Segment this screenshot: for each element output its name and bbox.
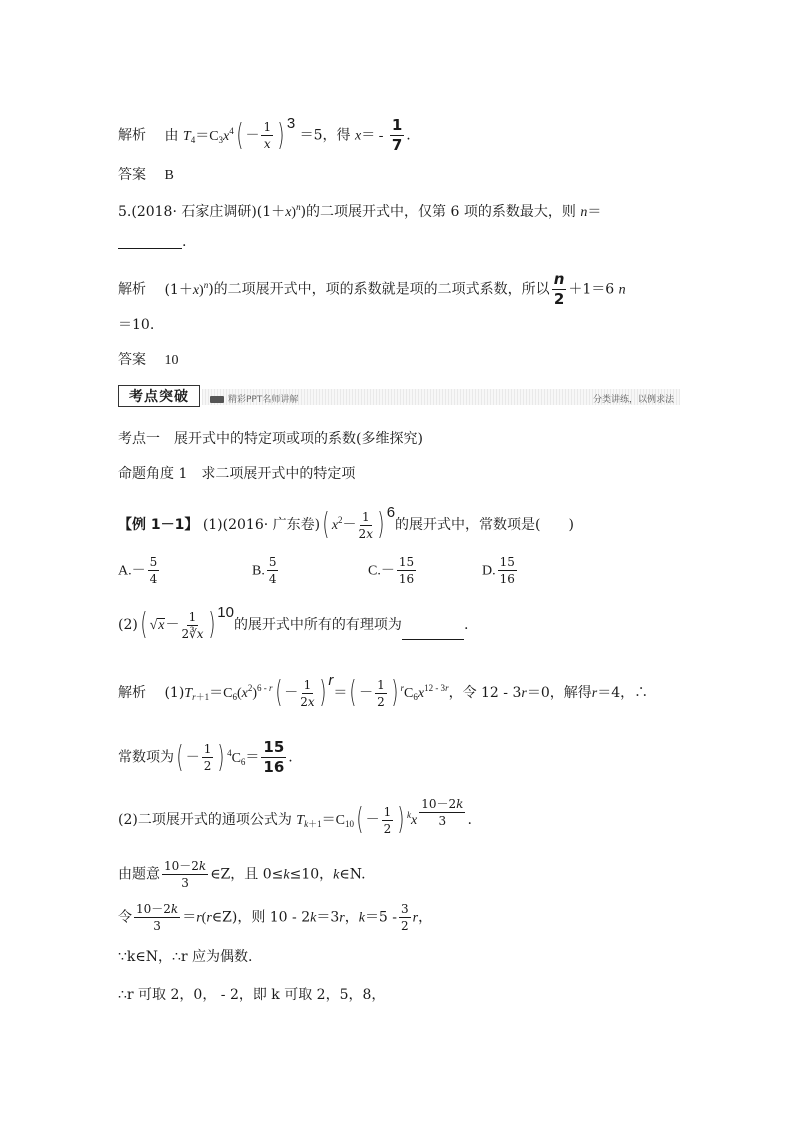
sqrt-x: √x－ <box>149 618 180 633</box>
banner-tag-wrap <box>210 392 298 405</box>
general-term-line: (2)二项展开式的通项公式为 $T_{k+1}=C_{10}$( － $\frac{1}{2}$ ) $^k$x $\frac{10-2k}{3}$ . <box>118 796 472 837</box>
left-paren-icon: ( <box>322 507 330 542</box>
answer-q4-line <box>118 168 174 183</box>
cond2-text3: ∈Z)，则 10 - 2 <box>211 909 311 926</box>
q5-text3: ＝ <box>587 204 602 220</box>
example-label: 【例 1－1】 <box>118 517 199 533</box>
sol5-text1: (1＋ <box>164 281 193 298</box>
right-paren-icon: ) <box>207 607 215 642</box>
section-banner <box>118 385 680 407</box>
pointing-hand-icon <box>210 396 224 403</box>
option-fraction: $\frac{5}{4}$ <box>149 555 158 586</box>
banner-tag: 精彩PPT名师讲解 <box>228 395 299 405</box>
example-text2: 的展开式中，常数项是( ) <box>395 517 574 533</box>
cond2-text6: ＝5 - <box>364 909 398 926</box>
condition-2-line: 令 $\frac{10-2k}{3}$ ＝r(r∈Z)，则 10 - 2k＝3r，k＝5 - $\frac{3}{2}$ r， <box>118 902 433 933</box>
fraction-n-over-2: $\frac{n}{2}$ <box>553 270 565 308</box>
fraction-10-2k-over-3: $\frac{10-2k}{3}$ <box>164 859 207 890</box>
jiaodu-heading: 命题角度 1 求二项展开式中的特定项 <box>118 466 356 482</box>
q2-prefix: (2) <box>118 617 138 633</box>
left-paren-icon: ( <box>236 117 244 153</box>
example-text1: (1)(2016· 广东卷) <box>202 517 321 533</box>
fraction-1-over-x: $\frac{1}{x}$ <box>263 120 272 151</box>
option-fraction: $\frac{15}{16}$ <box>398 555 415 586</box>
cond2-text1: 令 <box>118 909 132 926</box>
condition-3-line: ∵k∈N，∴r 应为偶数. <box>118 949 253 965</box>
cond1-text1: 由题意 <box>118 866 160 883</box>
banner-right-text: 分类讲练，以例求法 <box>592 395 674 405</box>
example-1-1-line: 【例 1－1】 (1)(2016· 广东卷)( $x^2-$ $\frac{1}{2x}$ ) 6的展开式中，常数项是( ) <box>118 504 574 542</box>
question-5-blank: . <box>118 234 186 249</box>
answer-value: B <box>164 168 174 183</box>
condition-1-line: 由题意 $\frac{10-2k}{3}$ ∈Z，且 0≤k≤10，k∈N. <box>118 859 366 890</box>
option-letter: D. <box>482 563 496 579</box>
solution-6-line: 解析 $(1)T_{r+1}=C_6(x^2)^{6 - r}$( － $\frac{1}{2x}$ ) r＝( － $\frac{1}{2}$ ) $^rC_6x^{12 - 3r}$，令 12 - 3r＝0，解得r＝4，∴ <box>118 672 649 710</box>
kaodian-heading: 考点一 展开式中的特定项或项的系数(多维探究) <box>118 431 423 447</box>
sol6-tail2: ＝0，解得 <box>526 685 592 701</box>
option-fraction: $\frac{15}{16}$ <box>499 555 515 586</box>
option-b[interactable] <box>252 556 280 585</box>
question-2-line: (2)( √x－ $\frac{1}{2∛x}$ ) 10的展开式中所有的有理项为 . <box>118 604 469 642</box>
sol6-tail: ，令 12 - 3 <box>448 685 522 701</box>
answer-blank <box>402 625 464 640</box>
fraction-1-over-2x: $\frac{1}{2x}$ <box>358 509 373 541</box>
banner-title: 考点突破 <box>118 385 200 407</box>
solution-mid: ＝5，得 <box>299 127 351 144</box>
answer-value: 10 <box>164 353 179 368</box>
question-5-line1: 5.(2018· 石家庄调研)$(1+x)^n$)的二项展开式中，仅第 6 项的系数最大，则 n＝ <box>118 202 602 220</box>
answer-fraction: $\frac{1}{7}$ <box>391 116 403 154</box>
constant-text: 常数项为 <box>118 749 174 766</box>
option-sign: － <box>131 562 146 579</box>
constant-fraction: $\frac{15}{16}$ <box>263 738 285 776</box>
solution-q5-line1: 解析 $(1+x)^n$)的二项展开式中，项的系数就是项的二项式系数，所以 $\frac{n}{2}$ ＋1＝6 n <box>118 270 626 308</box>
option-sign: － <box>380 562 395 579</box>
cond2-text5: ， <box>344 909 359 926</box>
answer-label: 答案 <box>118 352 146 368</box>
cond1-text4: ∈N. <box>339 866 366 883</box>
option-d[interactable] <box>482 556 519 585</box>
math-t4: $T_4=C_3x^4$ <box>182 125 234 145</box>
sol5-text2: )的二项展开式中，项的系数就是项的二项式系数，所以 <box>208 281 550 298</box>
sol5-text3: ＋1＝6 <box>568 281 615 298</box>
cond1-text2: ∈Z，且 0≤ <box>210 866 284 883</box>
option-letter: B. <box>252 563 265 579</box>
left-paren-icon: ( <box>140 607 148 642</box>
sol5-line2: ＝10. <box>118 317 155 333</box>
q5-text1: 5.(2018· 石家庄调研)(1＋ <box>118 204 286 220</box>
cond2-text2: ＝ <box>182 909 197 926</box>
option-c[interactable] <box>368 556 418 585</box>
constant-term-line: 常数项为( － $\frac{1}{2}$ ) $^4C_6=$ $\frac{15}{16}$ . <box>118 738 293 776</box>
solution-label: 解析 <box>118 127 146 144</box>
sol6-prefix: (1) <box>164 685 185 701</box>
math-tr1: $T_{r+1}=C_6(x^2)^{6 - r}$ <box>184 683 273 702</box>
solution-q4-line: 解析 由 $T_4=C_3x^4$( － $\frac{1}{x}$ ) 3 ＝5，得 x＝ - $\frac{1}{7}$ . <box>118 114 411 154</box>
q2-text: 的展开式中所有的有理项为 <box>233 617 402 633</box>
answer-label: 答案 <box>118 167 146 183</box>
answer-q5-line <box>118 353 178 368</box>
option-a[interactable] <box>118 556 161 585</box>
condition-4-line: ∴r 可取 2，0， - 2，即 k 可取 2，5，8， <box>118 987 386 1003</box>
option-letter: C. <box>368 563 381 579</box>
cond1-text3: ≤10， <box>289 866 334 883</box>
answer-blank <box>118 234 182 249</box>
solution-label: 解析 <box>118 685 146 701</box>
option-letter: A. <box>118 563 132 579</box>
solution-by: 由 <box>164 127 179 144</box>
right-paren-icon: ) <box>277 117 285 153</box>
right-paren-icon: ) <box>377 507 385 542</box>
sol6-tail3: ＝4，∴ <box>597 685 649 701</box>
cond2-text4: ＝3 <box>316 909 340 926</box>
fraction-1-over-2cbrtx: $\frac{1}{2∛x}$ <box>181 609 204 641</box>
solution-label: 解析 <box>118 281 146 298</box>
q5-text2: )的二项展开式中，仅第 6 项的系数最大，则 <box>300 204 576 220</box>
option-fraction: $\frac{5}{4}$ <box>268 555 277 586</box>
solution-q5-line2 <box>118 318 154 332</box>
general-term-text: (2)二项展开式的通项公式为 <box>118 812 292 828</box>
